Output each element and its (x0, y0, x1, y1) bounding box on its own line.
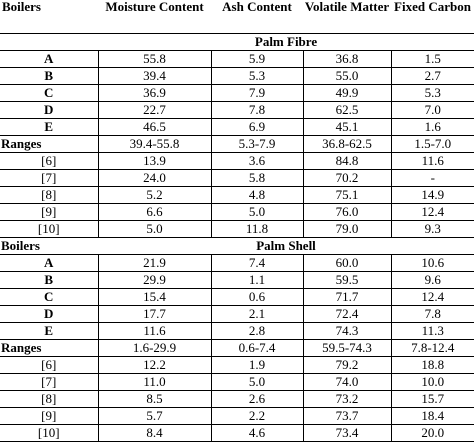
table-cell: 60.0 (303, 255, 391, 272)
table-cell: 7.8-12.4 (391, 340, 474, 357)
table-cell: 71.7 (303, 289, 391, 306)
table-row (0, 187, 474, 204)
table-cell: 39.4-55.8 (98, 136, 211, 153)
table-row (0, 357, 474, 374)
section-title: Palm Fibre (98, 34, 474, 51)
row-label: E (0, 323, 98, 340)
section-label: Boilers (0, 238, 98, 255)
table-cell: 15.7 (391, 391, 474, 408)
table-cell: 10.0 (391, 374, 474, 391)
row-label: A (0, 255, 98, 272)
row-label: C (0, 289, 98, 306)
table-cell: 7.9 (211, 85, 303, 102)
table-cell: 70.2 (303, 170, 391, 187)
table-row (0, 306, 474, 323)
table-cell: 4.8 (211, 187, 303, 204)
table-cell: 73.2 (303, 391, 391, 408)
table-cell: 5.7 (98, 408, 211, 425)
header-moisture-content: Moisture Content (98, 0, 211, 34)
table-cell: 0.6 (211, 289, 303, 306)
table-cell: 9.6 (391, 272, 474, 289)
table-cell: 1.6 (391, 119, 474, 136)
table-cell: 11.0 (98, 374, 211, 391)
header-ash-content: Ash Content (211, 0, 303, 34)
table-cell: 0.6-7.4 (211, 340, 303, 357)
table-cell: 36.9 (98, 85, 211, 102)
table-cell: 73.4 (303, 425, 391, 442)
table-cell: 62.5 (303, 102, 391, 119)
row-label: C (0, 85, 98, 102)
table-cell: 7.4 (211, 255, 303, 272)
row-label: D (0, 306, 98, 323)
table-cell: 55.0 (303, 68, 391, 85)
table-row (0, 85, 474, 102)
table-cell: 24.0 (98, 170, 211, 187)
table-row (0, 51, 474, 68)
table-cell: 18.8 (391, 357, 474, 374)
table-cell: 20.0 (391, 425, 474, 442)
table-cell: 7.8 (391, 306, 474, 323)
table-cell: 74.0 (303, 374, 391, 391)
table-cell: 45.1 (303, 119, 391, 136)
table-cell: 75.1 (303, 187, 391, 204)
row-label: [7] (0, 374, 98, 391)
row-label: [9] (0, 408, 98, 425)
table-cell: 21.9 (98, 255, 211, 272)
table-row (0, 119, 474, 136)
table-body (0, 34, 474, 442)
table-cell: 36.8-62.5 (303, 136, 391, 153)
table-cell: 17.7 (98, 306, 211, 323)
table-cell: 22.7 (98, 102, 211, 119)
table-cell: 49.9 (303, 85, 391, 102)
row-label: [8] (0, 187, 98, 204)
table-cell: 36.8 (303, 51, 391, 68)
row-label: A (0, 51, 98, 68)
table-cell: 55.8 (98, 51, 211, 68)
table-cell: 59.5 (303, 272, 391, 289)
table-cell: 12.4 (391, 204, 474, 221)
table-cell: 4.6 (211, 425, 303, 442)
row-label: Ranges (0, 136, 98, 153)
table-cell: 39.4 (98, 68, 211, 85)
table-cell: 8.4 (98, 425, 211, 442)
row-label: [8] (0, 391, 98, 408)
section-header-row (0, 238, 474, 255)
table-cell: 2.7 (391, 68, 474, 85)
table-cell: 5.9 (211, 51, 303, 68)
table-row (0, 255, 474, 272)
table-row (0, 68, 474, 85)
table-cell: 5.3 (391, 85, 474, 102)
table-cell: 6.9 (211, 119, 303, 136)
table-row (0, 374, 474, 391)
table-cell: 1.5 (391, 51, 474, 68)
table-cell: 59.5-74.3 (303, 340, 391, 357)
table-cell: 1.1 (211, 272, 303, 289)
table-cell: 76.0 (303, 204, 391, 221)
table-cell: 5.3-7.9 (211, 136, 303, 153)
table-cell: 79.0 (303, 221, 391, 238)
section-label (0, 34, 98, 51)
header-volatile-matter: Volatile Matter (303, 0, 391, 34)
table-cell: 11.6 (391, 153, 474, 170)
table-cell: 7.0 (391, 102, 474, 119)
table-row (0, 272, 474, 289)
table-cell: 13.9 (98, 153, 211, 170)
table-cell: - (391, 170, 474, 187)
table-cell: 2.8 (211, 323, 303, 340)
table-row (0, 408, 474, 425)
row-label: Ranges (0, 340, 98, 357)
table-cell: 2.2 (211, 408, 303, 425)
table-row (0, 391, 474, 408)
table-cell: 73.7 (303, 408, 391, 425)
section-header-row (0, 34, 474, 51)
table-cell: 11.6 (98, 323, 211, 340)
table-cell: 84.8 (303, 153, 391, 170)
table-row (0, 170, 474, 187)
table-cell: 3.6 (211, 153, 303, 170)
table-cell: 5.0 (211, 204, 303, 221)
row-label: D (0, 102, 98, 119)
table-cell: 5.3 (211, 68, 303, 85)
table-row (0, 136, 474, 153)
header-boilers: Boilers (0, 0, 98, 34)
table-row (0, 425, 474, 442)
table-row (0, 323, 474, 340)
table-row (0, 221, 474, 238)
row-label: [6] (0, 357, 98, 374)
row-label: [9] (0, 204, 98, 221)
table-cell: 8.5 (98, 391, 211, 408)
table-cell: 1.6-29.9 (98, 340, 211, 357)
table-cell: 5.8 (211, 170, 303, 187)
row-label: [7] (0, 170, 98, 187)
row-label: B (0, 68, 98, 85)
table-cell: 5.0 (98, 221, 211, 238)
table-row (0, 204, 474, 221)
table-cell: 29.9 (98, 272, 211, 289)
table-cell: 7.8 (211, 102, 303, 119)
table-cell: 10.6 (391, 255, 474, 272)
table-cell: 18.4 (391, 408, 474, 425)
row-label: B (0, 272, 98, 289)
row-label: [10] (0, 221, 98, 238)
table-cell: 74.3 (303, 323, 391, 340)
table-row (0, 340, 474, 357)
table-cell: 15.4 (98, 289, 211, 306)
table-cell: 72.4 (303, 306, 391, 323)
table-cell: 2.1 (211, 306, 303, 323)
header-row (0, 0, 474, 34)
table-cell: 79.2 (303, 357, 391, 374)
table-cell: 11.8 (211, 221, 303, 238)
table-cell: 12.4 (391, 289, 474, 306)
table-row (0, 102, 474, 119)
header-fixed-carbon: Fixed Carbon (391, 0, 474, 34)
table-cell: 9.3 (391, 221, 474, 238)
table-cell: 2.6 (211, 391, 303, 408)
row-label: [10] (0, 425, 98, 442)
table-cell: 14.9 (391, 187, 474, 204)
section-title: Palm Shell (98, 238, 474, 255)
table-cell: 5.2 (98, 187, 211, 204)
table-cell: 46.5 (98, 119, 211, 136)
row-label: E (0, 119, 98, 136)
table-row (0, 289, 474, 306)
table-cell: 12.2 (98, 357, 211, 374)
row-label: [6] (0, 153, 98, 170)
table-cell: 1.5-7.0 (391, 136, 474, 153)
table-row (0, 153, 474, 170)
table-cell: 11.3 (391, 323, 474, 340)
table-cell: 5.0 (211, 374, 303, 391)
table-cell: 6.6 (98, 204, 211, 221)
table-cell: 1.9 (211, 357, 303, 374)
